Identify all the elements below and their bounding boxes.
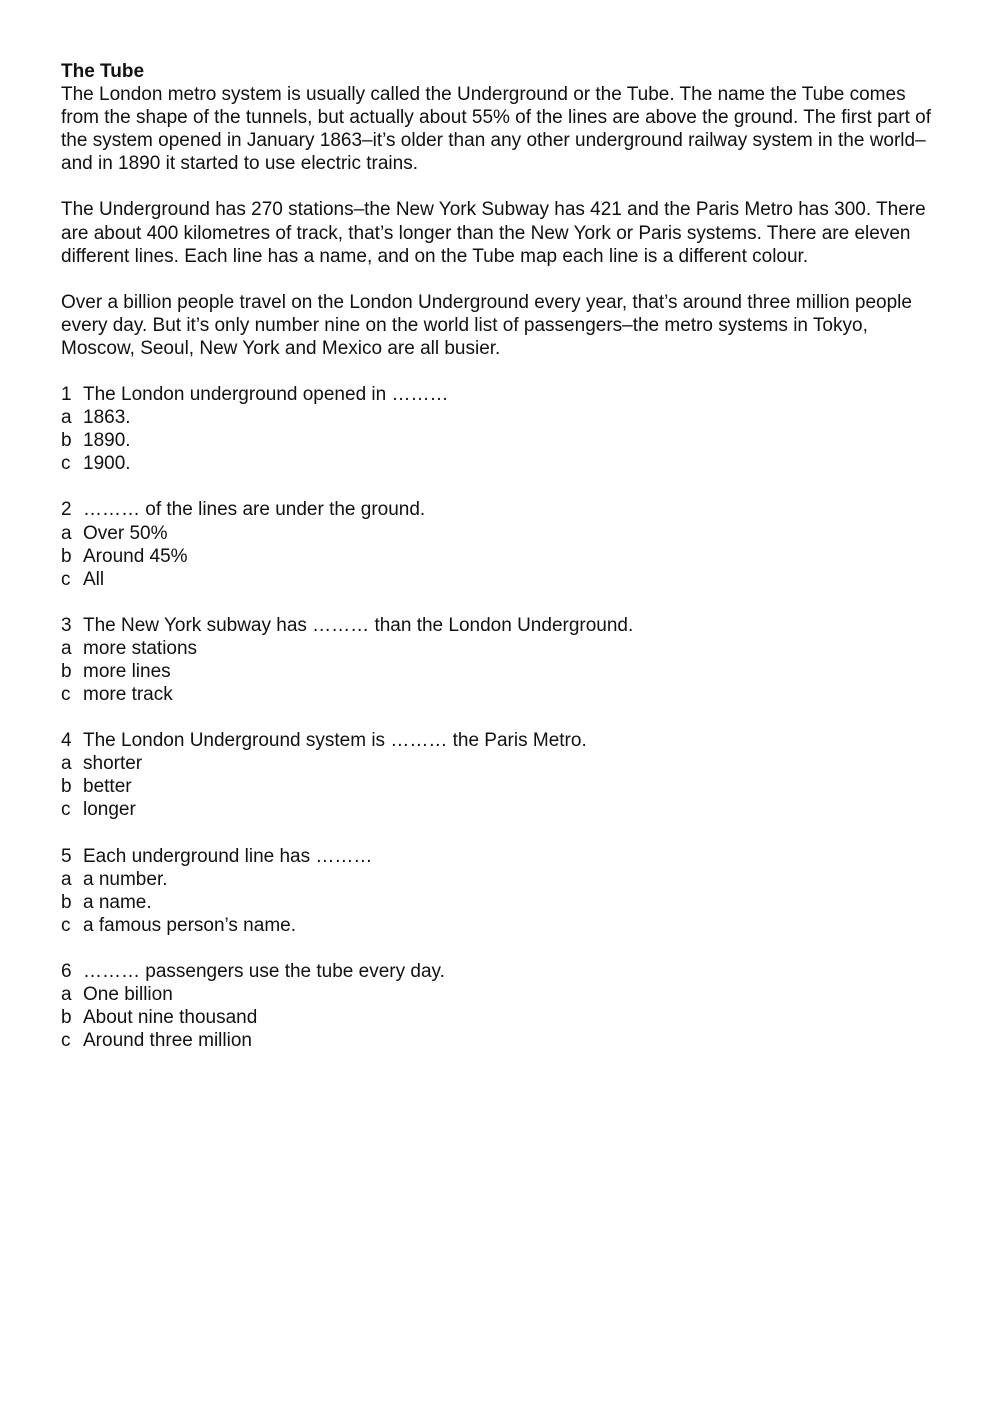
question-5-stem <box>61 845 941 868</box>
question-4-option-b[interactable] <box>61 775 941 798</box>
option-text: longer <box>83 799 136 821</box>
question-5-option-b[interactable] <box>61 891 941 914</box>
option-letter: b <box>61 660 72 682</box>
option-text: more track <box>83 684 173 706</box>
question-3-option-b[interactable] <box>61 660 941 683</box>
option-text: 1863. <box>83 407 131 429</box>
option-letter: c <box>61 914 71 936</box>
option-text: 1890. <box>83 430 131 452</box>
option-text: Around 45% <box>83 545 188 567</box>
question-1-option-c[interactable] <box>61 452 941 475</box>
question-6-option-b[interactable] <box>61 1006 941 1029</box>
question-6 <box>61 960 941 1052</box>
question-number: 2 <box>61 499 72 521</box>
question-text: ……… passengers use the tube every day. <box>83 960 445 982</box>
option-letter: b <box>61 776 72 798</box>
question-5-option-a[interactable] <box>61 868 941 891</box>
question-number: 3 <box>61 614 72 636</box>
option-letter: c <box>61 568 71 590</box>
question-5 <box>61 845 941 937</box>
question-text: The London underground opened in ……… <box>83 384 449 406</box>
option-text: About nine thousand <box>83 1007 258 1029</box>
reading-paragraph-2: The Underground has 270 stations–the New York Subway has 421 and the Paris Metro has 300. There are about 400 kilometres of track, that’s longer than the New York or Paris systems. There are eleven different lines. Each line has a name, and on the Tube map each line is a different colour. <box>61 199 926 267</box>
question-3-option-c[interactable] <box>61 683 941 706</box>
question-text: Each underground line has ……… <box>83 845 373 867</box>
question-3-stem <box>61 614 941 637</box>
option-letter: c <box>61 799 71 821</box>
option-text: 1900. <box>83 453 131 475</box>
option-text: All <box>83 568 105 590</box>
option-letter: a <box>61 522 72 544</box>
worksheet-page <box>61 60 941 1075</box>
question-4-stem <box>61 729 941 752</box>
question-4-option-a[interactable] <box>61 752 941 775</box>
question-2 <box>61 498 941 590</box>
question-2-stem <box>61 498 941 521</box>
question-4 <box>61 729 941 821</box>
question-6-option-c[interactable] <box>61 1029 941 1052</box>
question-4-option-c[interactable] <box>61 798 941 821</box>
question-2-option-a[interactable] <box>61 522 941 545</box>
option-text: a number. <box>83 868 168 890</box>
question-1-option-a[interactable] <box>61 406 941 429</box>
option-letter: b <box>61 545 72 567</box>
question-2-option-b[interactable] <box>61 545 941 568</box>
question-number: 1 <box>61 384 72 406</box>
option-letter: b <box>61 1007 72 1029</box>
question-5-option-c[interactable] <box>61 914 941 937</box>
option-text: One billion <box>83 984 173 1005</box>
question-3-option-a[interactable] <box>61 637 941 660</box>
option-text: better <box>83 776 132 798</box>
option-text: shorter <box>83 753 143 775</box>
option-letter: c <box>61 453 71 475</box>
question-number: 4 <box>61 730 72 752</box>
question-2-option-c[interactable] <box>61 568 941 591</box>
option-text: Over 50% <box>83 522 168 544</box>
option-letter: c <box>61 1030 71 1052</box>
question-6-stem <box>61 960 941 983</box>
option-letter: a <box>61 637 72 659</box>
option-letter: b <box>61 430 72 452</box>
option-text: more lines <box>83 660 171 682</box>
question-3 <box>61 614 941 706</box>
option-text: more stations <box>83 637 198 659</box>
option-text: a famous person’s name. <box>83 914 296 936</box>
question-number: 6 <box>61 960 72 982</box>
option-letter: a <box>61 984 72 1005</box>
option-letter: a <box>61 868 72 890</box>
question-text: The London Underground system is ……… the Paris Metro. <box>83 730 587 752</box>
question-1-stem <box>61 383 941 406</box>
question-6-option-a[interactable] <box>61 983 941 1006</box>
option-letter: a <box>61 407 72 429</box>
option-text: a name. <box>83 891 152 913</box>
question-text: The New York subway has ……… than the London Underground. <box>83 614 634 636</box>
question-number: 5 <box>61 845 72 867</box>
question-1-option-b[interactable] <box>61 429 941 452</box>
question-1 <box>61 383 941 475</box>
option-text: Around three million <box>83 1030 252 1052</box>
option-letter: c <box>61 684 71 706</box>
reading-paragraph-1: The London metro system is usually called the Underground or the Tube. The name the Tube comes from the shape of the tunnels, but actually about 55% of the lines are above the ground. The first part of the system opened in January 1863–it’s older than any other underground railway system in the world–and in 1890 it started to use electric trains. <box>61 84 931 175</box>
option-letter: b <box>61 891 72 913</box>
option-letter: a <box>61 753 72 775</box>
question-text: ……… of the lines are under the ground. <box>83 499 426 521</box>
reading-paragraph-3: Over a billion people travel on the London Underground every year, that’s around three million people every day. But it’s only number nine on the world list of passengers–the metro systems in Tokyo, Moscow, Seoul, New York and Mexico are all busier. <box>61 291 912 359</box>
worksheet-title: The Tube <box>61 61 145 82</box>
